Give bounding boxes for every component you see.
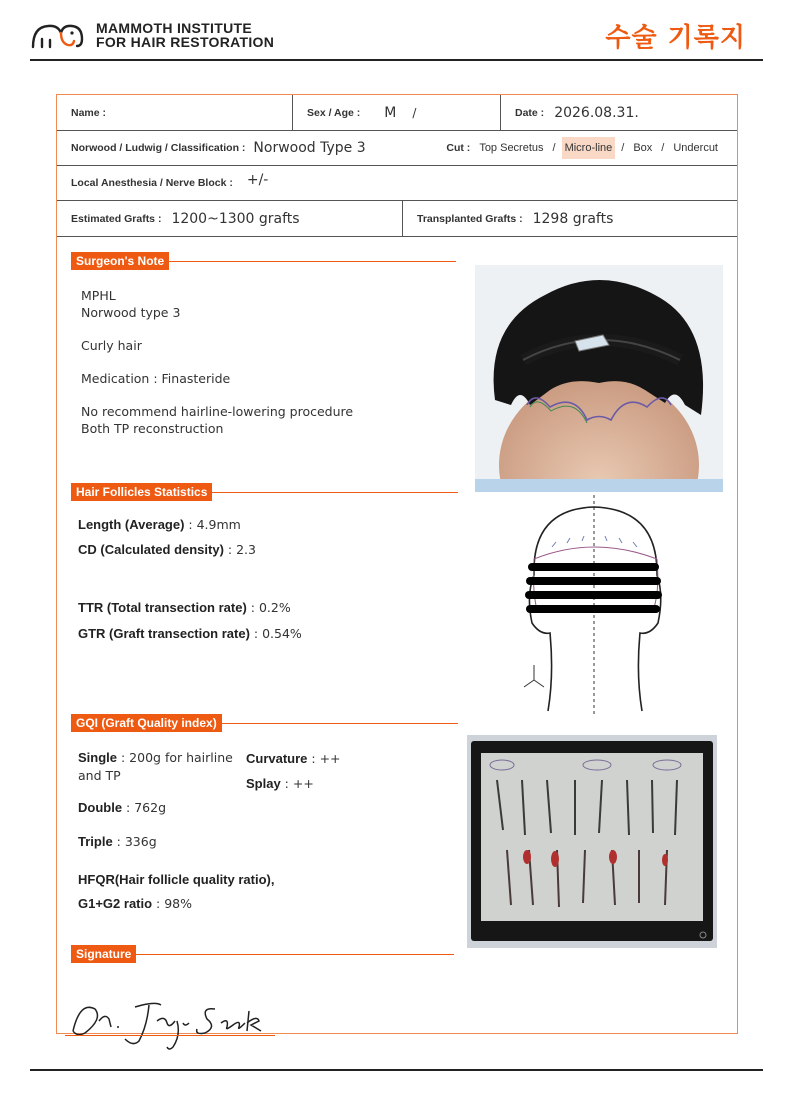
cd-value: : 2.3 xyxy=(223,542,256,557)
date-label: Date : xyxy=(515,106,545,119)
institute-logo xyxy=(30,18,274,52)
cut-option-undercut[interactable]: Undercut xyxy=(673,142,718,154)
double-value: : 762g xyxy=(122,800,167,815)
sex-age-cell xyxy=(292,95,500,130)
stat-length xyxy=(78,517,241,532)
cd-label: CD (Calculated density) xyxy=(78,542,224,557)
surgeons-note-header xyxy=(71,252,456,270)
name-label: Name : xyxy=(71,106,107,119)
gqi-title: GQI (Graft Quality index) xyxy=(71,714,222,732)
single-label: Single xyxy=(78,750,118,765)
gqi-curvature xyxy=(246,751,341,766)
cut-options xyxy=(446,137,737,159)
cut-separator: / xyxy=(661,142,665,154)
cut-option-box[interactable]: Box xyxy=(633,142,653,154)
length-value: : 4.9mm xyxy=(184,517,241,532)
estimated-grafts-label: Estimated Grafts : xyxy=(71,212,162,225)
name-cell xyxy=(57,95,292,130)
patient-frontal-photo xyxy=(475,265,723,492)
row-anesthesia xyxy=(57,166,737,201)
transplanted-grafts-value[interactable]: 1298 grafts xyxy=(532,210,614,227)
surgeons-note-body xyxy=(81,287,353,437)
note-line: MPHL xyxy=(81,288,116,303)
gqi-g1g2 xyxy=(78,896,192,911)
gtr-label: GTR (Graft transection rate) xyxy=(78,626,250,641)
sex-value[interactable]: M xyxy=(384,104,397,121)
single-value: : 200g for hairline xyxy=(117,750,233,765)
stat-ttr xyxy=(78,600,291,615)
section-rule xyxy=(136,954,454,955)
note-line: Curly hair xyxy=(81,338,142,353)
cut-separator: / xyxy=(621,142,625,154)
classification-cell xyxy=(57,131,737,165)
institute-name-line2: FOR HAIR RESTORATION xyxy=(96,34,275,50)
g1g2-value: : 98% xyxy=(152,896,193,911)
sex-age-separator: / xyxy=(412,105,417,120)
top-divider xyxy=(30,59,763,61)
cut-separator: / xyxy=(552,142,556,154)
gtr-value: : 0.54% xyxy=(249,626,302,641)
section-rule xyxy=(222,723,458,724)
transplanted-grafts-label: Transplanted Grafts : xyxy=(417,212,523,225)
section-rule xyxy=(212,492,458,493)
note-line: Medication : Finasteride xyxy=(81,371,231,386)
estimated-grafts-value[interactable]: 1200~1300 grafts xyxy=(171,210,300,227)
ttr-value: : 0.2% xyxy=(246,600,291,615)
date-cell xyxy=(500,95,737,130)
note-line: Both TP reconstruction xyxy=(81,421,224,436)
gqi-triple xyxy=(78,834,157,849)
splay-label: Splay xyxy=(246,776,281,791)
signature-header xyxy=(71,945,454,963)
hfqr-label: HFQR(Hair follicle quality ratio), xyxy=(78,872,275,887)
row-classification xyxy=(57,131,737,166)
follicle-stats-title: Hair Follicles Statistics xyxy=(71,483,212,501)
g1g2-label: G1+G2 ratio xyxy=(78,896,153,911)
mammoth-icon xyxy=(30,19,90,51)
note-line: Norwood type 3 xyxy=(81,305,181,320)
triple-value: : 336g xyxy=(112,834,157,849)
follicle-stats-header xyxy=(71,483,458,501)
double-label: Double xyxy=(78,800,123,815)
estimated-grafts-cell xyxy=(57,201,402,236)
gqi-single-cont xyxy=(78,768,121,783)
section-rule xyxy=(169,261,456,262)
anesthesia-value[interactable]: +/- xyxy=(246,172,269,188)
cut-label: Cut : xyxy=(446,142,471,154)
date-value[interactable]: 2026.08.31. xyxy=(554,104,639,121)
transplanted-grafts-cell xyxy=(402,201,737,236)
splay-value: : ++ xyxy=(280,776,314,791)
single-value-line2: and TP xyxy=(78,768,121,783)
gqi-header xyxy=(71,714,458,732)
row-grafts xyxy=(57,201,737,237)
signature-title: Signature xyxy=(71,945,136,963)
institute-name-line1: MAMMOTH INSTITUTE xyxy=(96,20,252,36)
surgery-record-form xyxy=(56,94,738,1034)
curvature-label: Curvature xyxy=(246,751,308,766)
donor-area-diagram xyxy=(512,495,697,717)
cut-option-micro-line[interactable]: Micro-line xyxy=(562,137,616,159)
triple-label: Triple xyxy=(78,834,113,849)
cut-option-top-secretus[interactable]: Top Secretus xyxy=(479,142,544,154)
signature-line xyxy=(65,1035,275,1036)
gqi-hfqr xyxy=(78,872,274,887)
gqi-splay xyxy=(246,776,314,791)
anesthesia-cell xyxy=(57,166,737,200)
gqi-single xyxy=(78,750,233,765)
document-title: 수술 기록지 xyxy=(605,23,746,53)
surgeons-note-title: Surgeon's Note xyxy=(71,252,169,270)
anesthesia-label: Local Anesthesia / Nerve Block : xyxy=(71,177,233,189)
ttr-label: TTR (Total transection rate) xyxy=(78,600,247,615)
row-patient xyxy=(57,95,737,131)
graft-monitor-photo xyxy=(467,735,717,948)
gqi-double xyxy=(78,800,166,815)
stat-gtr xyxy=(78,626,302,641)
bottom-divider xyxy=(30,1069,763,1071)
classification-label: Norwood / Ludwig / Classification : xyxy=(71,142,246,154)
surgeon-signature xyxy=(65,991,275,1053)
stat-cd xyxy=(78,542,256,557)
curvature-value: : ++ xyxy=(307,751,341,766)
length-label: Length (Average) xyxy=(78,517,185,532)
sex-age-label: Sex / Age : xyxy=(307,106,361,119)
classification-value[interactable]: Norwood Type 3 xyxy=(253,140,366,156)
note-line: No recommend hairline-lowering procedure xyxy=(81,404,354,419)
